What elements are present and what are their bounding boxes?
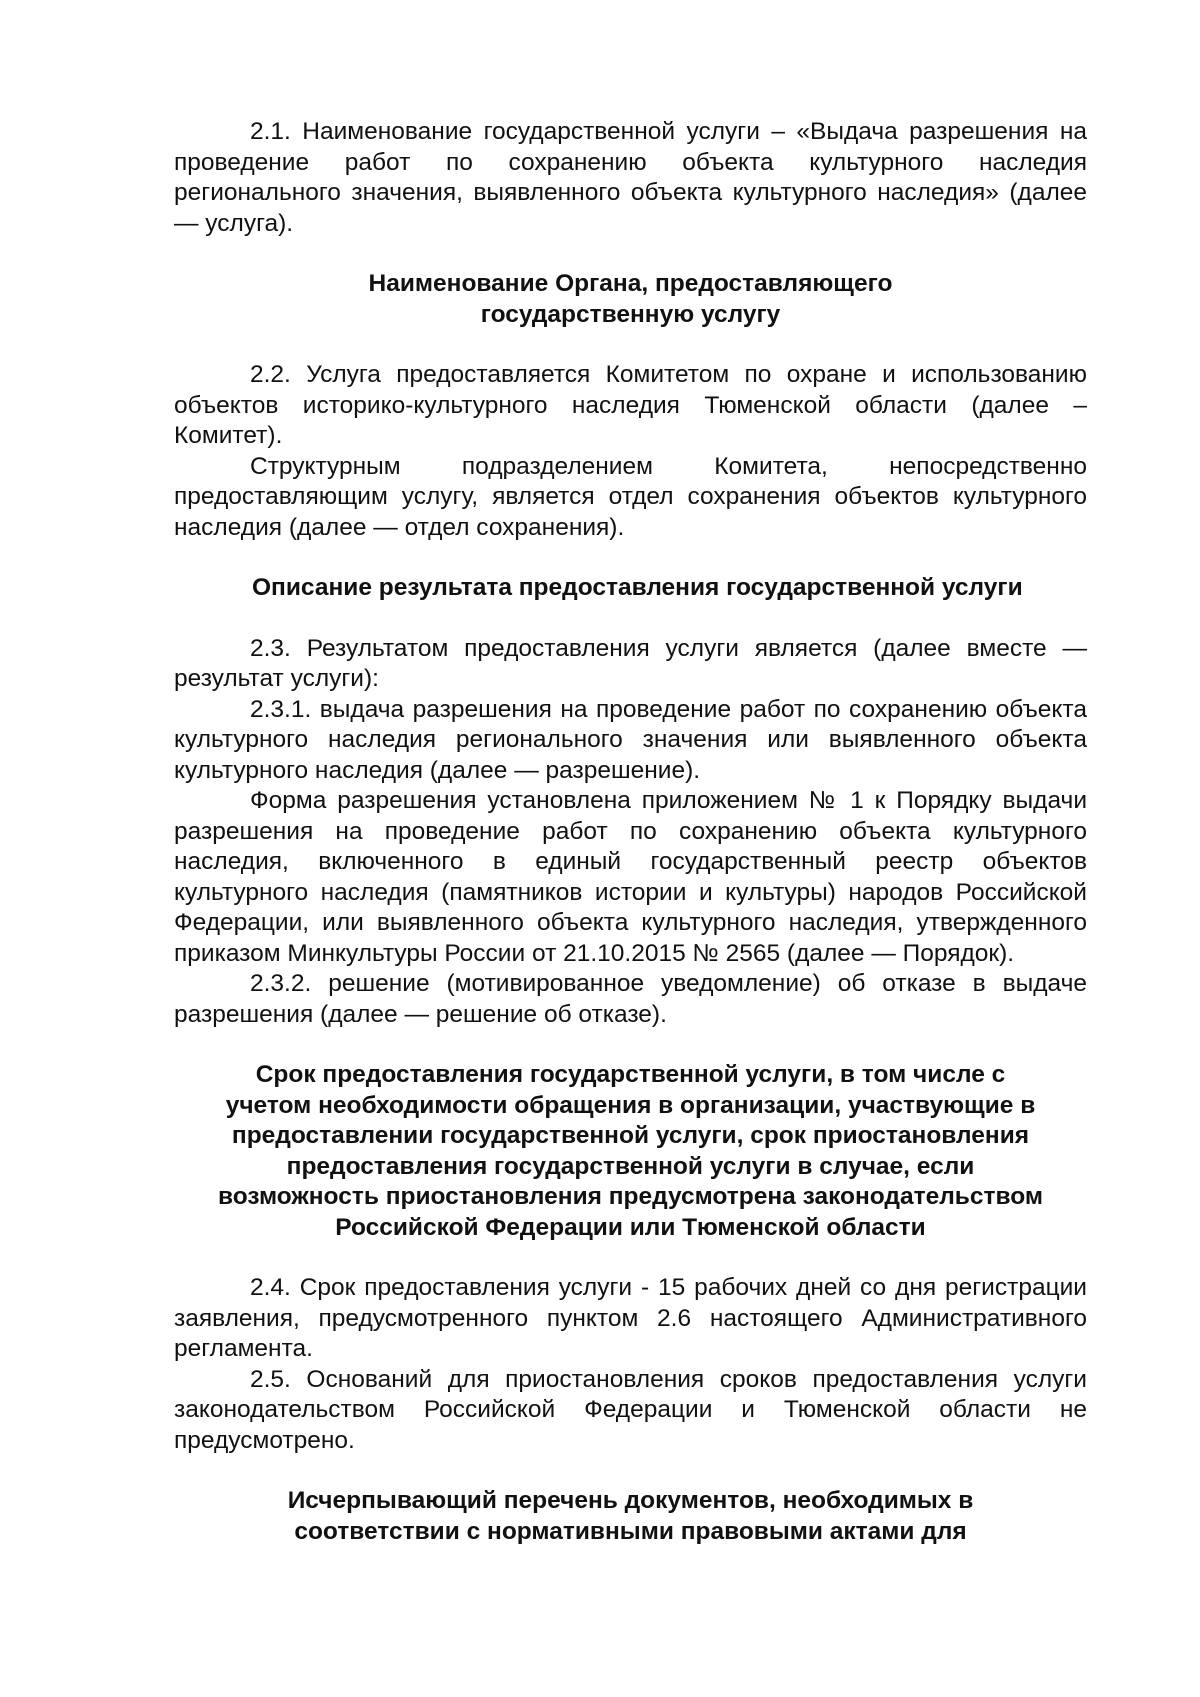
heading-organ <box>174 269 1087 330</box>
paragraph-2-2: 2.2. Услуга предоставляется Комитетом по охране и использованию объектов историко-культурного наследия Тюменской области (далее – Комитет). <box>174 361 1087 449</box>
paragraph-structural-unit: Структурным подразделением Комитета, непосредственно предоставляющим услугу, является отдел сохранения объектов культурного наследия (далее — отдел сохранения). <box>174 452 1087 541</box>
heading-term-line-2: учетом необходимости обращения в организации, участвующие в <box>225 1091 1036 1119</box>
paragraph-2-4: 2.4. Срок предоставления услуги - 15 рабочих дней со дня регистрации заявления, предусмотренного пунктом 2.6 настоящего Административного регламента. <box>174 1274 1087 1362</box>
heading-documents-line-1: Исчерпывающий перечень документов, необходимых в <box>287 1487 974 1514</box>
paragraph-2-3: 2.3. Результатом предоставления услуги является (далее вместе — результат услуги): <box>174 634 1087 692</box>
heading-term-line-1: Срок предоставления государственной услуги, в том числе с <box>255 1061 1006 1088</box>
heading-result: Описание результата предоставления государственной услуги <box>252 574 1023 601</box>
heading-term-line-5: возможность приостановления предусмотрена законодательством <box>218 1183 1043 1210</box>
heading-term-line-4: предоставления государственной услуги в случае, если <box>286 1152 975 1180</box>
heading-term-line-6: Российской Федерации или Тюменской области <box>335 1213 926 1241</box>
paragraph-2-5: 2.5. Оснований для приостановления сроков предоставления услуги законодательством Российской Федерации и Тюменской области не предусмотрено. <box>174 1365 1087 1454</box>
heading-organ-line-1: Наименование Органа, предоставляющего <box>368 270 893 297</box>
heading-documents <box>174 1486 1087 1547</box>
document-page <box>174 117 1087 1547</box>
paragraph-permit-form: Форма разрешения установлена приложением № 1 к Порядку выдачи разрешения на проведение работ по сохранению объекта культурного наследия, включенного в единый государственный реестр объектов культурного наследия (памятников истории и культуры) народов Российской Федерации, или выявленного объекта культурного наследия, утвержденного приказом Минкультуры России от 21.10.2015 № 2565 (далее — Порядок). <box>174 787 1087 967</box>
paragraph-2-1: 2.1. Наименование государственной услуги – «Выдача разрешения на проведение работ по сохранению объекта культурного наследия регионального значения, выявленного объекта культурного наследия» (далее — услуга). <box>174 118 1087 237</box>
paragraph-2-3-2: 2.3.2. решение (мотивированное уведомление) об отказе в выдаче разрешения (далее — решение об отказе). <box>174 970 1087 1028</box>
heading-term <box>174 1060 1087 1243</box>
heading-documents-line-2: соответствии с нормативными правовыми актами для <box>294 1517 967 1545</box>
heading-term-line-3: предоставлении государственной услуги, срок приостановления <box>231 1122 1030 1149</box>
paragraph-2-3-1: 2.3.1. выдача разрешения на проведение работ по сохранению объекта культурного наследия регионального значения или выявленного объекта культурного наследия (далее — разрешение). <box>174 695 1087 784</box>
heading-organ-line-2: государственную услугу <box>480 300 781 328</box>
